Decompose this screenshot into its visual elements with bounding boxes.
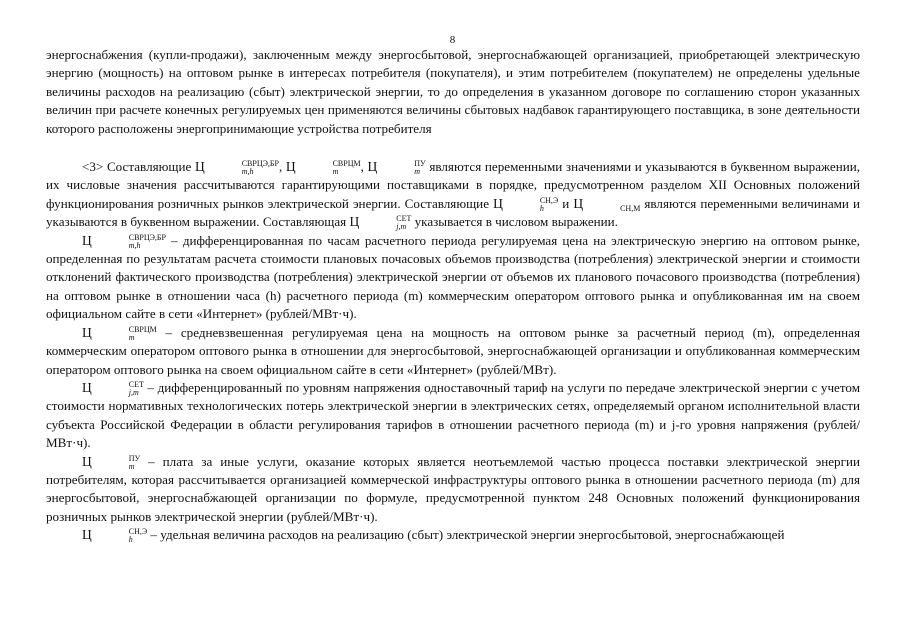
symbol-svrcz-br: Ц СВРЦЭ,БР m,h: [194, 159, 279, 177]
symbol-set: Ц СЕТ j,m: [349, 214, 412, 232]
paragraph-spacer: [46, 138, 860, 158]
definition-text: – плата за иные услуги, оказание которых является неотъемлемой частью процесса поставки электрической энергии потребителям, которая рассчитывается организацией коммерческой инфраструктуры оптового рынка в отношении расчетного периода (m) для энергосбытовой, энергоснабжающей организации по формуле, предусмотренной пунктом 248 Основных положений функционирования розничных рынков электрической энергии (рублей/МВт·ч).: [46, 453, 860, 524]
symbol-pu: Ц ПУ m: [82, 453, 141, 471]
symbol-svrcz-br: Ц СВРЦЭ,БР m,h: [82, 232, 166, 250]
definition-text: – дифференцированная по часам расчетного периода регулируемая цена на электрическую энергию на оптовом рынке, определенная по результатам расчета стоимости плановых почасовых объемов производства (потребления) электрической энергии и стоимости отклонений фактического производства (потребления) электрической энергии от объемов их планового почасового производства (потребления) на оптовом рынке в отношении часа (h) расчетного периода (m) коммерческим оператором оптового рынка и опубликованная им на своем официальном сайте в сети «Интернет» (рублей/МВт·ч).: [46, 232, 860, 322]
symbol-set: Ц СЕТ j,m: [82, 379, 144, 397]
footnote-3-paragraph: <3> Составляющие Ц СВРЦЭ,БР m,h , Ц СВРЦМ m , Ц ПУ m являются переменными значениями и указываются в буквенном выражении, их числовые значения рассчитываются гарантирующими поставщиками в порядке, предусмотренном разделом XII Основных положений функционирования розничных рынков электрической энергии. Составляющие Ц СН,Э h и Ц СН,М являются переменными величинами и указываются в буквенном выражении. Составляющая Ц СЕТ j,m указывается в числовом выражении.: [46, 159, 861, 232]
symbol-pu: Ц ПУ m: [367, 159, 426, 177]
symbol-svrcm: Ц СВРЦМ m: [82, 324, 157, 342]
definition-text: – дифференцированный по уровням напряжения одноставочный тариф на услуги по передаче электрической энергии с учетом стоимости нормативных технологических потерь электрической энергии в электрических сетях, определяемый органом исполнительной власти субъекта Российской Федерации в области регулирования тарифов в отношении расчетного периода (m) и j-го уровня напряжения (рублей/МВт·ч).: [46, 379, 860, 451]
symbol-svrcm: Ц СВРЦМ m: [285, 159, 361, 177]
page-number: 8: [449, 34, 456, 46]
symbol-sn-m: Ц СН,М: [573, 195, 641, 213]
symbol-sn-e: Ц СН,Э h: [82, 527, 148, 545]
definition-set: [46, 379, 860, 453]
paragraph-continuation: энергоснабжения (купли-продажи), заключенным между энергосбытовой, энергоснабжающей организацией, приобретающей электрическую энергию (мощность) на оптовом рынке в интересах потребителя (покупателя), и этим потребителем (покупателем) не определены удельные величины расходов на реализацию (сбыт) электрической энергии, то до определения в указанном договоре по соглашению сторон указанных величин при расчете конечных регулируемых цен применяются величины сбытовых надбавок гарантирующего поставщика, в зоне деятельности которого расположены энергопринимающие устройства потребителя: [46, 47, 860, 136]
definition-pu: [46, 453, 860, 527]
definition-text: – удельная величина расходов на реализацию (сбыт) электрической энергии энергосбытовой, энергоснабжающей: [147, 527, 785, 543]
symbol-sn-e: Ц СН,Э h: [493, 195, 559, 213]
definition-text: – средневзвешенная регулируемая цена на мощность на оптовом рынке за расчетный период (m), определенная коммерческим оператором оптового рынка в отношении для энергосбытовой, энергоснабжающей организации и опубликованная коммерческим оператором оптового рынка на своем официальном сайте в сети «Интернет» (рублей/МВт).: [46, 324, 860, 377]
footnote-text: <3> Составляющие: [82, 159, 195, 175]
definition-svrcm: [46, 324, 860, 379]
definition-sn-e: [46, 526, 860, 544]
definition-svrcz-br: [46, 232, 860, 324]
document-body: [46, 46, 860, 545]
